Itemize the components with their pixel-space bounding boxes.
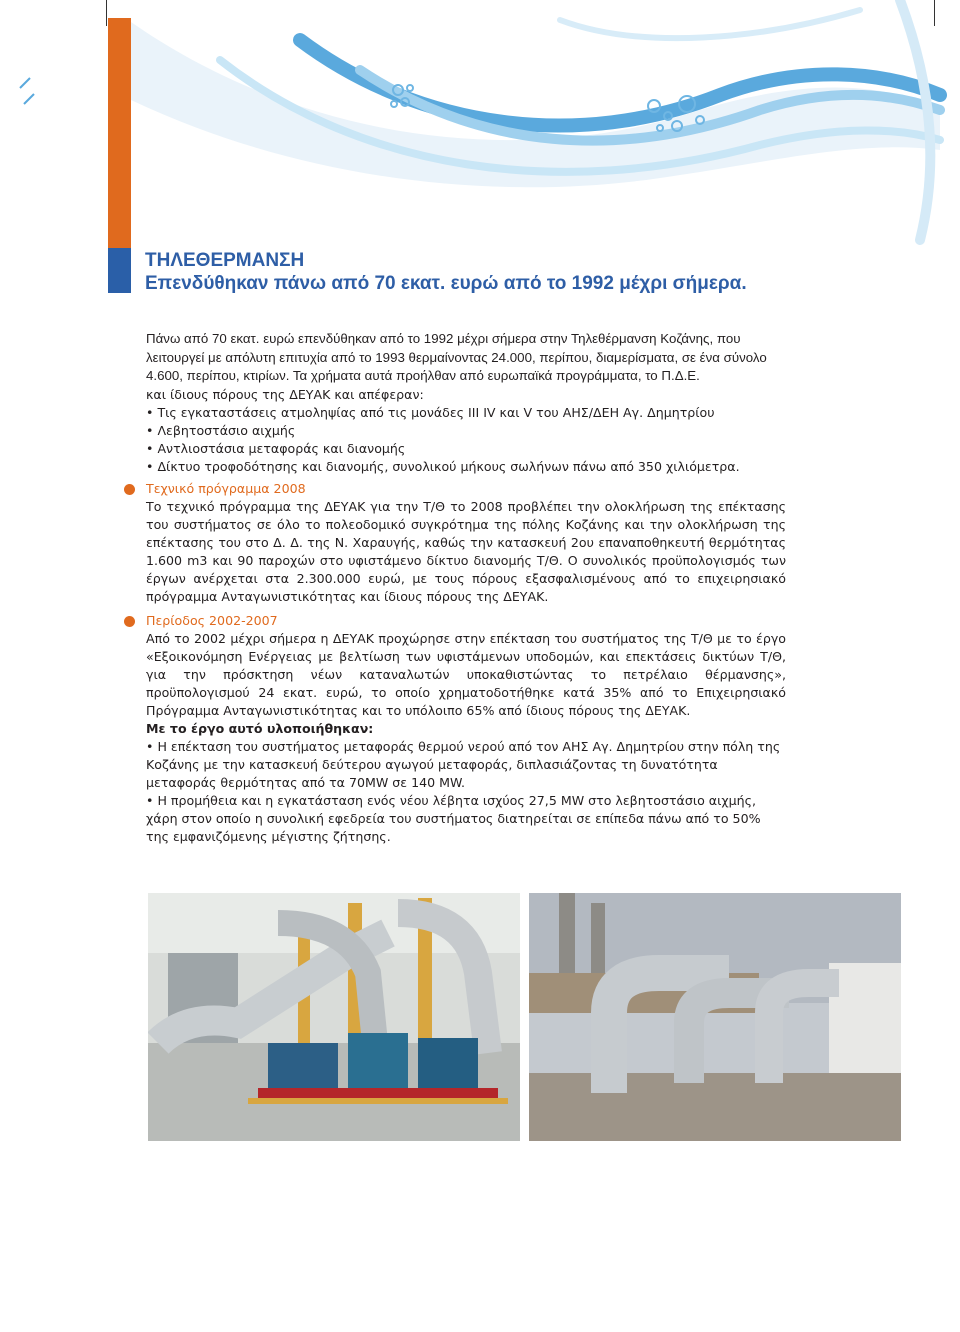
pump-station-photo xyxy=(148,893,520,1141)
intro-paragraph: Πάνω από 70 εκατ. ευρώ επενδύθηκαν από το 1992 μέχρι σήμερα στην Τηλεθέρμανση Κοζάνης, που λειτουργεί με απόλυτη επιτυχία από το 1993 θερμαίνοντας 24.000, περίπου, διαμερίσματα, σε ένα σύνολο 4.600, περίπου, κτιρίων. Τα χρήματα αυτά προήλθαν από ευρωπαϊκά προγράμματα, το Π.Δ.Ε. xyxy=(146,331,767,383)
section-heading: Περίοδος 2002-2007 xyxy=(146,613,278,628)
section-bullet-dot xyxy=(124,616,135,627)
section-text: Το τεχνικό πρόγραμμα της ΔΕΥΑΚ για την Τ/Θ το 2008 προβλέπει την ολοκλήρωση της επέκτασης του συστήματος σε όλο το πολεοδομικό συγκρότημα της πόλης Κοζάνης και την ολοκλήρωση της επέκτασης του στο Δ. Δ. της Ν. Χαραυγής, καθώς την κατασκευή 2ου επαναποθηκευτή θερμότητας 1.600 m3 και 90 παροχών στο υφιστάμενο δίκτυο διανομής Τ/Θ. Ο συνολικός προϋπολογισμός των έργων ανέρχεται στα 2.300.000 ευρώ, με τους πόρους εξασφαλισμένους από το επιχειρησιακό πρόγραμμα Ανταγωνιστικότητας και ίδιους πόρους της ΔΕΥΑΚ. xyxy=(146,499,786,604)
pipeline-photo xyxy=(529,893,901,1141)
works-item: • Η επέκταση του συστήματος μεταφοράς θερμού νερού από τον ΑΗΣ Αγ. Δημητρίου στην πόλη της Κοζάνης με την κατασκευή δεύτερου αγωγού μεταφοράς, διπλασιάζοντας τη δυνατότητα μεταφοράς θερμότητας από τα 70MW σε 140 MW. xyxy=(146,738,786,792)
section-period xyxy=(146,612,786,846)
intro-block xyxy=(146,330,786,476)
intro-bullet: • Τις εγκαταστάσεις ατμοληψίας από τις μονάδες ΙΙΙ IV και V του ΑΗΣ/ΔΕΗ Αγ. Δημητρίου xyxy=(146,404,786,422)
orange-accent-bar xyxy=(108,18,131,248)
section-heading: Τεχνικό πρόγραμμα 2008 xyxy=(146,481,306,496)
page-title: ΤΗΛΕΘΕΡΜΑΝΣΗ xyxy=(145,250,305,271)
section-bullet-dot xyxy=(124,484,135,495)
section-technical-program xyxy=(146,480,786,606)
intro-bullet: • Λεβητοστάσιο αιχμής xyxy=(146,422,786,440)
page-subtitle: Επενδύθηκαν πάνω από 70 εκατ. ευρώ από το 1992 μέχρι σήμερα. xyxy=(145,273,747,294)
intro-bullet: • Αντλιοστάσια μεταφοράς και διανομής xyxy=(146,440,786,458)
works-item: • Η προμήθεια και η εγκατάσταση ενός νέου λέβητα ισχύος 27,5 MW στο λεβητοστάσιο αιχμής, χάρη στον οποίο η συνολική εφεδρεία του συστήματος διατηρείται σε επίπεδα πάνω από το 50% της εμφανιζόμενης μέγιστης ζήτησης. xyxy=(146,792,786,846)
blue-accent-bar xyxy=(108,248,131,293)
intro-paragraph-2: και ίδιους πόρους της ΔΕΥΑΚ και απέφεραν: xyxy=(146,386,424,402)
section-text: Από το 2002 μέχρι σήμερα η ΔΕΥΑΚ προχώρησε στην επέκταση του συστήματος της Τ/Θ με το έργο «Εξοικονόμηση Ενέργειας με βελτίωση των υφιστάμενων υποδομών, και επεκτάσεις δικτύων Τ/Θ, για την πρόσκτηση νέων καταναλωτών υποκαθιστώντας το πετρέλαιο θέρμανσης», προϋπολογισμού 24 εκατ. ευρώ, το οποίο χρηματοδοτήθηκε κατά 35% από το Επιχειρησιακό Πρόγραμμα Ανταγωνιστικότητας και το υπόλοιπο 65% από ίδιους πόρους της ΔΕΥΑΚ. xyxy=(146,631,786,718)
intro-bullet: • Δίκτυο τροφοδότησης και διανομής, συνολικού μήκους σωλήνων πάνω από 350 χιλιόμετρα. xyxy=(146,458,786,476)
works-label: Με το έργο αυτό υλοποιήθηκαν: xyxy=(146,721,374,736)
